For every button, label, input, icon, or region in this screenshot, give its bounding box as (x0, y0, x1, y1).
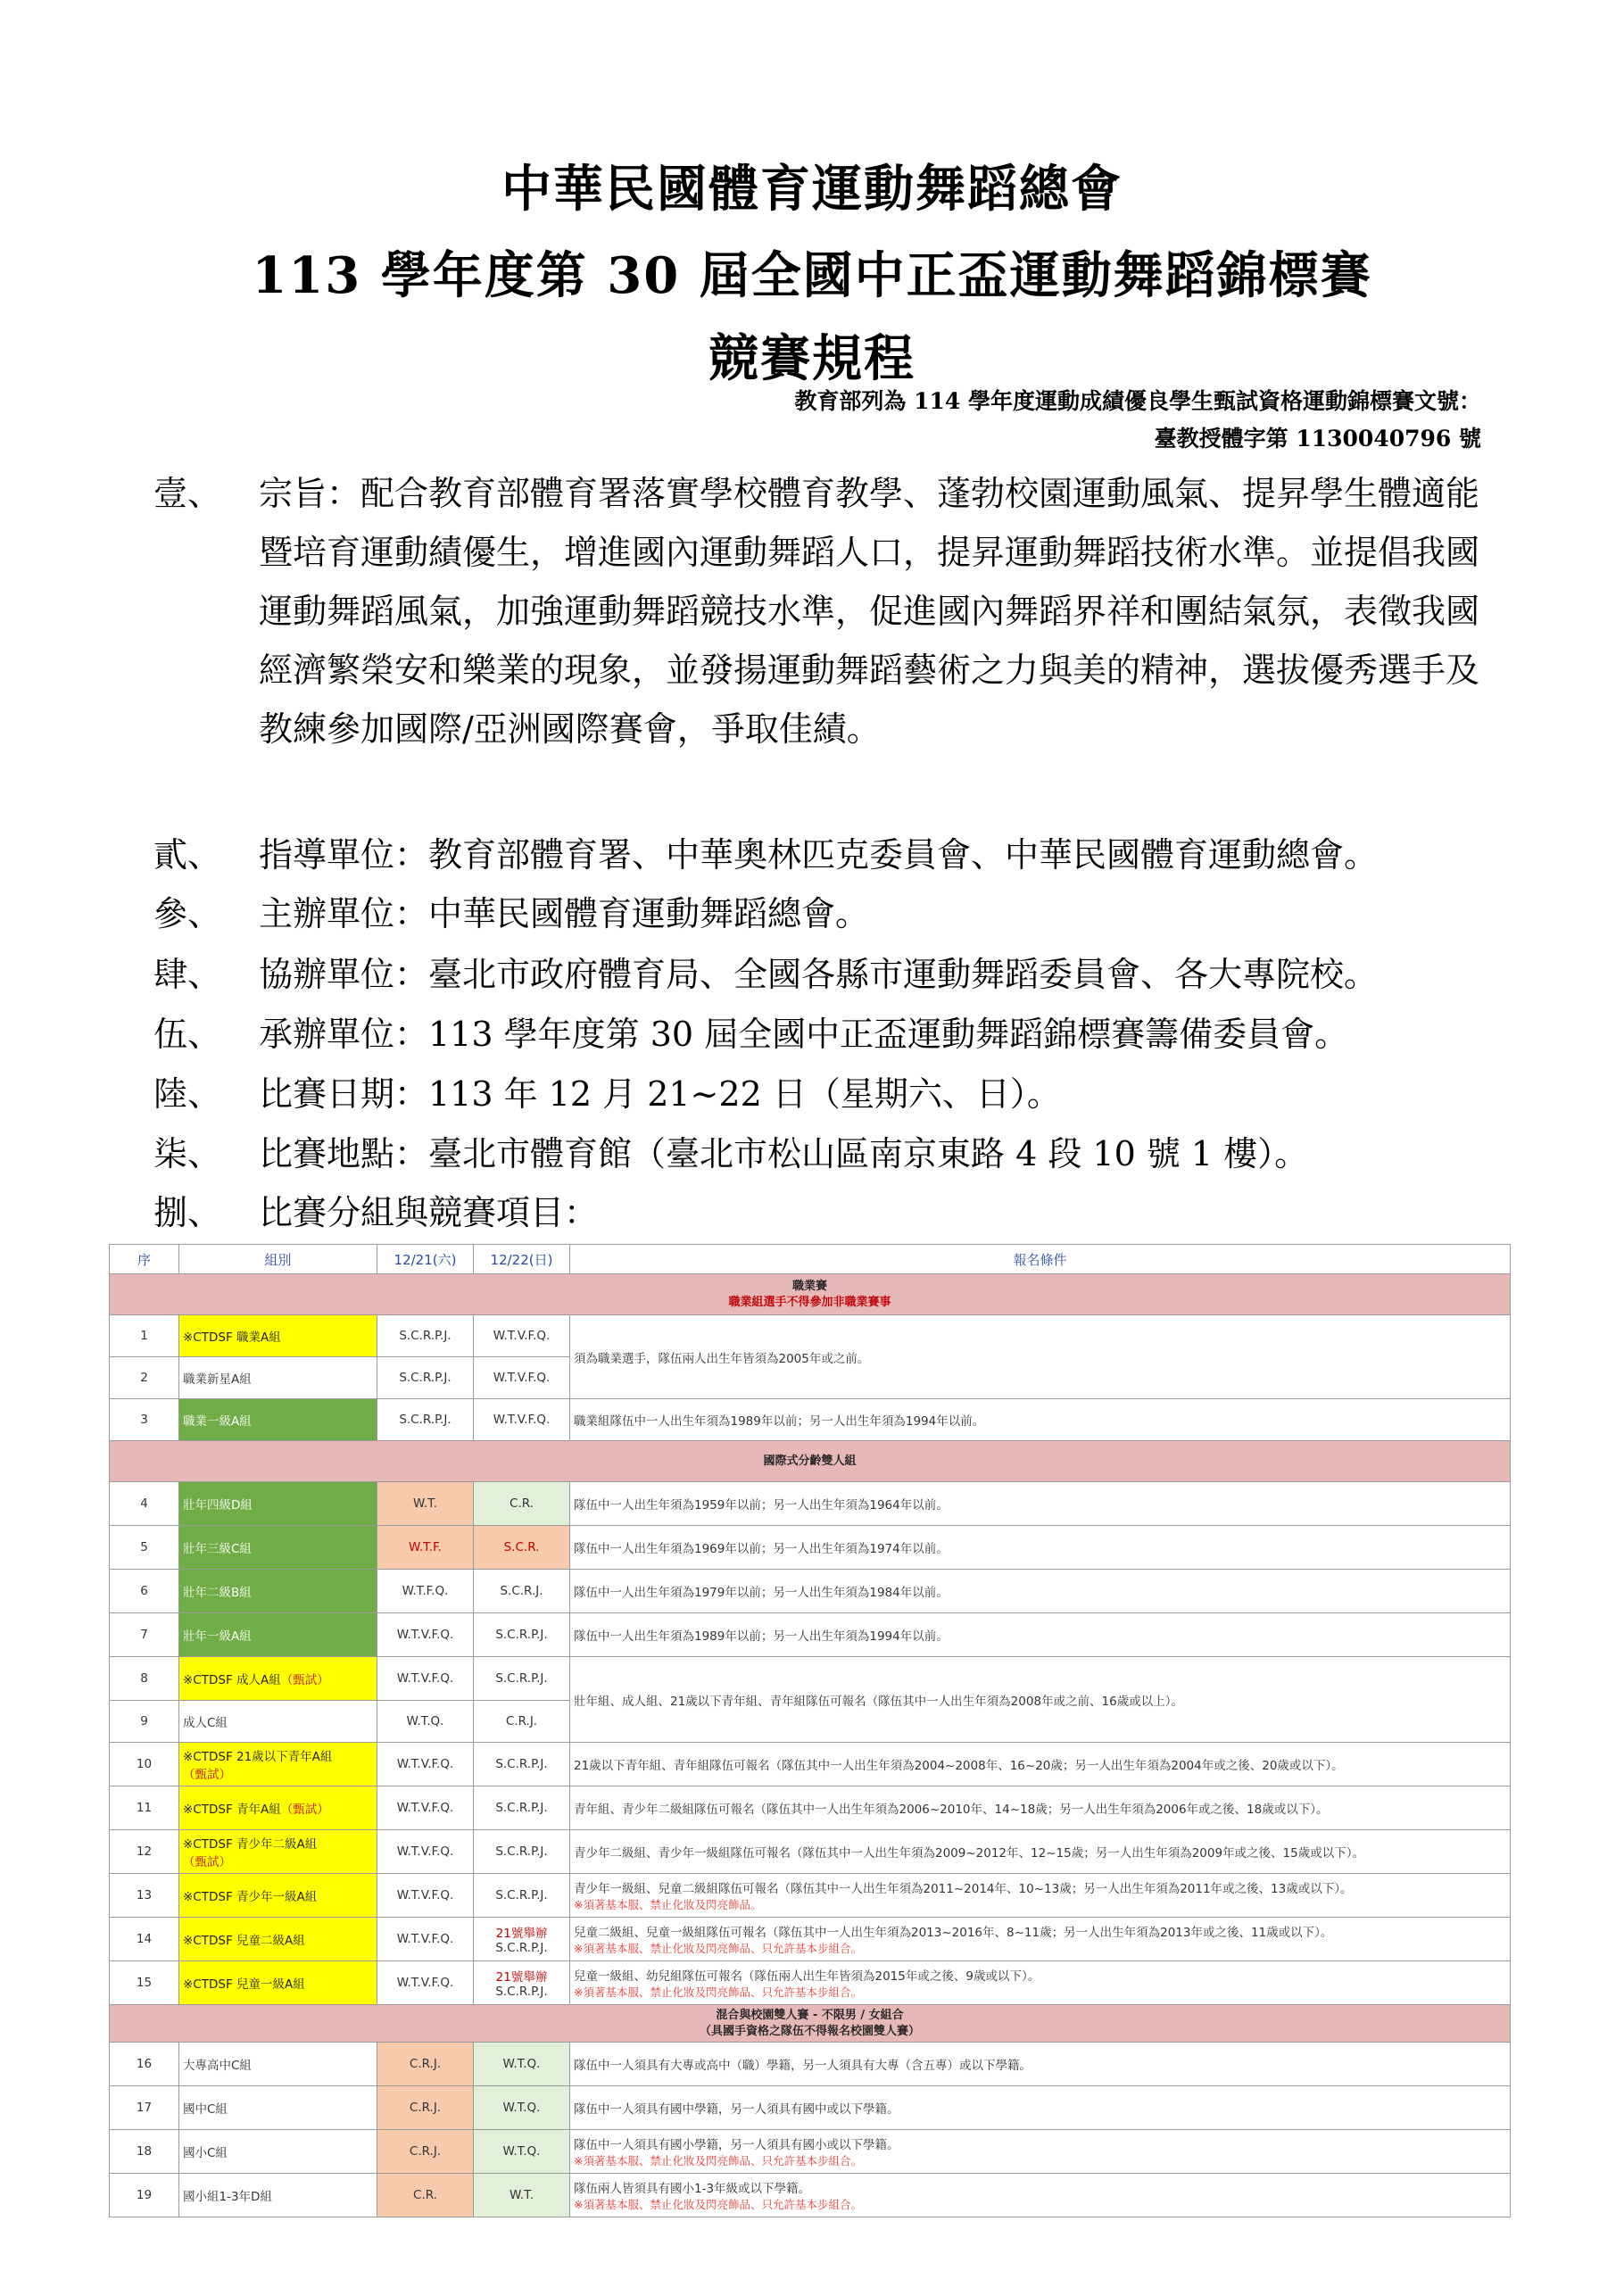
section-venue (153, 1124, 1483, 1183)
row-day2: W.T. (474, 2174, 570, 2217)
row-group-tag: （甄試） (183, 1855, 231, 1869)
row-group: ※CTDSF 兒童一級A組 (179, 1961, 377, 2005)
section-text: 承辦單位：113 學年度第 30 屆全國中正盃運動舞蹈錦標賽籌備委員會。 (259, 1015, 1349, 1054)
table-row (110, 1830, 1511, 1874)
row-day2: S.C.R.P.J. (474, 1874, 570, 1918)
header-day1: 12/21(六) (377, 1245, 474, 1274)
row-group: ※CTDSF 職業A組 (179, 1315, 377, 1357)
section-number: 捌、 (153, 1193, 222, 1232)
row-day2 (474, 1961, 570, 2005)
row-condition-text: 兒童二級組、兒童一級組隊伍可報名（隊伍其中一人出生年須為2013~2016年、8~11歲；另一人出生年須為2013年或之後、11歲或以下）。 (574, 1926, 1333, 1940)
row-condition (570, 1961, 1511, 2005)
row-day1: W.T.V.F.Q. (377, 1961, 474, 2005)
section-text: 主辦單位：中華民國體育運動舞蹈總會。 (259, 894, 870, 933)
row-group-tag: （甄試） (183, 1768, 231, 1782)
row-day1: W.T.V.F.Q. (377, 1786, 474, 1830)
table-row (110, 1399, 1511, 1441)
row-day2: W.T.V.F.Q. (474, 1357, 570, 1399)
row-day2-note: 21號舉辦 (495, 1970, 548, 1985)
section-header-age (110, 1441, 1511, 1482)
section-categories (153, 1183, 1483, 1242)
row-group-text: ※CTDSF 青少年二級A組 (183, 1837, 318, 1852)
row-day1: S.C.R.P.J. (377, 1399, 474, 1441)
row-condition (570, 1918, 1511, 1961)
section-title: 職業賽 (791, 1279, 827, 1293)
section-date (153, 1065, 1483, 1123)
row-group-text: ※CTDSF 青年A組 (183, 1803, 281, 1817)
row-day1: S.C.R.P.J. (377, 1357, 474, 1399)
row-day2: W.T.V.F.Q. (474, 1315, 570, 1357)
row-group (179, 1786, 377, 1830)
row-day2: C.R. (474, 1482, 570, 1526)
row-day1: W.T.F.Q. (377, 1570, 474, 1613)
table-row (110, 1918, 1511, 1961)
table-row (110, 1482, 1511, 1526)
row-no: 19 (110, 2174, 179, 2217)
row-condition (570, 2174, 1511, 2217)
row-day2: S.C.R.P.J. (474, 1786, 570, 1830)
row-day1: W.T.V.F.Q. (377, 1613, 474, 1657)
section-organizer (153, 884, 1483, 943)
row-group: 壯年一級A組 (179, 1613, 377, 1657)
row-day2-note: 21號舉辦 (495, 1927, 548, 1941)
row-condition (570, 2130, 1511, 2174)
row-group: 國中C組 (179, 2086, 377, 2130)
row-day1: S.C.R.P.J. (377, 1315, 474, 1357)
row-note: ※須著基本服、禁止化妝及閃亮飾品、只允許基本步組合。 (574, 1985, 862, 1999)
row-note: ※須著基本服、禁止化妝及閃亮飾品。 (574, 1898, 762, 1911)
section-executor (153, 1005, 1483, 1064)
table-row (110, 1786, 1511, 1830)
section-title: 國際式分齡雙人組 (763, 1454, 857, 1468)
row-condition: 21歲以下青年組、青年組隊伍可報名（隊伍其中一人出生年須為2004~2008年、16~20歲；另一人出生年須為2004年或之後、20歲或以下）。 (570, 1743, 1511, 1786)
table-row (110, 1657, 1511, 1701)
section-header-professional (110, 1274, 1511, 1315)
row-group: ※CTDSF 兒童二級A組 (179, 1918, 377, 1961)
row-day2: C.R.J. (474, 1701, 570, 1743)
row-group-tag: （甄試） (280, 1803, 329, 1817)
row-day1: C.R.J. (377, 2086, 474, 2130)
row-no: 10 (110, 1743, 179, 1786)
row-no: 1 (110, 1315, 179, 1357)
row-no: 12 (110, 1830, 179, 1874)
row-no: 16 (110, 2043, 179, 2086)
row-day1: W.T.Q. (377, 1701, 474, 1743)
row-day2: S.C.R. (474, 1526, 570, 1570)
section-title: 混合與校園雙人賽 - 不限男 / 女組合 (716, 2008, 904, 2022)
row-day2: S.C.R.J. (474, 1570, 570, 1613)
table-row (110, 1315, 1511, 1357)
table-row (110, 1570, 1511, 1613)
row-condition (570, 1874, 1511, 1918)
table-row (110, 1526, 1511, 1570)
row-group: 壯年三級C組 (179, 1526, 377, 1570)
row-no: 3 (110, 1399, 179, 1441)
table-row (110, 1874, 1511, 1918)
row-condition: 須為職業選手，隊伍兩人出生年皆須為2005年或之前。 (570, 1315, 1511, 1399)
row-no: 2 (110, 1357, 179, 1399)
section-number: 伍、 (153, 1015, 222, 1054)
section-text: 比賽分組與競賽項目： (259, 1193, 599, 1232)
row-day1: W.T.V.F.Q. (377, 1830, 474, 1874)
row-no: 18 (110, 2130, 179, 2174)
row-day1: C.R. (377, 2174, 474, 2217)
table-row (110, 2174, 1511, 2217)
row-day1: C.R.J. (377, 2043, 474, 2086)
row-condition-text: 兒童一級組、幼兒組隊伍可報名（隊伍兩人出生年皆須為2015年或之後、9歲或以下）。 (574, 1969, 1040, 1984)
table-row (110, 1961, 1511, 2005)
row-group (179, 1743, 377, 1786)
section-text: 宗旨：配合教育部體育署落實學校體育教學、蓬勃校園運動風氣、提昇學生體適能暨培育運動績優生，增進國內運動舞蹈人口，提昇運動舞蹈技術水準。並提倡我國運動舞蹈風氣，加強運動舞蹈競技水準，促進國內舞蹈界祥和團結氣氛，表徵我國經濟繁榮安和樂業的現象，並發揚運動舞蹈藝術之力與美的精神，選拔優秀選手及教練參加國際/亞洲國際賽會，爭取佳績。 (259, 474, 1480, 749)
row-no: 13 (110, 1874, 179, 1918)
row-no: 8 (110, 1657, 179, 1701)
header-no: 序 (110, 1245, 179, 1274)
row-condition: 壯年組、成人組、21歲以下青年組、青年組隊伍可報名（隊伍其中一人出生年須為2008年或之前、16歲或以上）。 (570, 1657, 1511, 1743)
row-group-text: ※CTDSF 21歲以下青年A組 (183, 1750, 333, 1764)
header-day2: 12/22(日) (474, 1245, 570, 1274)
section-text: 比賽地點：臺北市體育館（臺北市松山區南京東路 4 段 10 號 1 樓）。 (259, 1134, 1309, 1173)
row-day2 (474, 1918, 570, 1961)
row-condition-text: 隊伍兩人皆須具有國小1-3年級或以下學籍。 (574, 2182, 811, 2196)
row-day1: C.R.J. (377, 2130, 474, 2174)
row-note: ※須著基本服、禁止化妝及閃亮飾品、只允許基本步組合。 (574, 2198, 862, 2211)
row-condition-text: 青少年一級組、兒童二級組隊伍可報名（隊伍其中一人出生年須為2011~2014年、10~13歲；另一人出生年須為2011年或之後、13歲或以下）。 (574, 1882, 1353, 1896)
row-group: 壯年二級B組 (179, 1570, 377, 1613)
row-day1: W.T. (377, 1482, 474, 1526)
section-co-organizer (153, 945, 1483, 1004)
title-line-1: 中華民國體育運動舞蹈總會 (501, 160, 1123, 219)
row-condition: 隊伍中一人出生年須為1979年以前；另一人出生年須為1984年以前。 (570, 1570, 1511, 1613)
table-row (110, 1743, 1511, 1786)
row-no: 15 (110, 1961, 179, 2005)
row-note: ※須著基本服、禁止化妝及閃亮飾品、只允許基本步組合。 (574, 1942, 862, 1955)
row-condition: 隊伍中一人出生年須為1989年以前；另一人出生年須為1994年以前。 (570, 1613, 1511, 1657)
row-day2: W.T.Q. (474, 2130, 570, 2174)
row-group: 大專高中C組 (179, 2043, 377, 2086)
row-group (179, 1830, 377, 1874)
row-day2: S.C.R.P.J. (474, 1743, 570, 1786)
row-group: 壯年四級D組 (179, 1482, 377, 1526)
section-number: 壹、 (153, 474, 222, 513)
row-group: 國小C組 (179, 2130, 377, 2174)
row-day1: W.T.V.F.Q. (377, 1874, 474, 1918)
row-day1: W.T.V.F.Q. (377, 1657, 474, 1701)
row-day1: W.T.V.F.Q. (377, 1743, 474, 1786)
competition-table (109, 1244, 1511, 2217)
document-number-line-2: 臺教授體字第 1130040796 號 (1154, 426, 1481, 452)
row-no: 14 (110, 1918, 179, 1961)
row-day2-text: S.C.R.P.J. (495, 1941, 548, 1955)
row-day2-text: S.C.R.P.J. (495, 1985, 548, 1999)
section-number: 陸、 (153, 1074, 222, 1114)
row-no: 4 (110, 1482, 179, 1526)
row-day2: S.C.R.P.J. (474, 1830, 570, 1874)
row-condition: 隊伍中一人須具有大專或高中（職）學籍，另一人須具有大專（含五專）或以下學籍。 (570, 2043, 1511, 2086)
row-group: ※CTDSF 青少年一級A組 (179, 1874, 377, 1918)
section-text: 比賽日期：113 年 12 月 21~22 日（星期六、日）。 (259, 1074, 1061, 1114)
row-condition: 隊伍中一人須具有國中學籍，另一人須具有國中或以下學籍。 (570, 2086, 1511, 2130)
row-day2: S.C.R.P.J. (474, 1613, 570, 1657)
row-no: 9 (110, 1701, 179, 1743)
row-no: 11 (110, 1786, 179, 1830)
row-no: 17 (110, 2086, 179, 2130)
row-group: 職業新星A組 (179, 1357, 377, 1399)
row-day2: W.T.Q. (474, 2043, 570, 2086)
row-note: ※須著基本服、禁止化妝及閃亮飾品、只允許基本步組合。 (574, 2154, 862, 2168)
table-header (110, 1245, 1511, 1274)
row-condition: 隊伍中一人出生年須為1969年以前；另一人出生年須為1974年以前。 (570, 1526, 1511, 1570)
row-day2: S.C.R.P.J. (474, 1657, 570, 1701)
section-number: 肆、 (153, 955, 222, 994)
row-condition: 青年組、青少年二級組隊伍可報名（隊伍其中一人出生年須為2006~2010年、14~18歲；另一人出生年須為2006年或之後、18歲或以下）。 (570, 1786, 1511, 1830)
section-text: 協辦單位：臺北市政府體育局、全國各縣市運動舞蹈委員會、各大專院校。 (259, 955, 1379, 994)
table-row (110, 1613, 1511, 1657)
section-purpose (153, 464, 1483, 758)
row-group: 職業一級A組 (179, 1399, 377, 1441)
section-subtitle: 職業組選手不得參加非職業賽事 (728, 1295, 891, 1309)
table-row (110, 2086, 1511, 2130)
table-row (110, 2130, 1511, 2174)
title-line-2: 113 學年度第 30 屆全國中正盃運動舞蹈錦標賽 (252, 246, 1372, 305)
section-header-mixed (110, 2005, 1511, 2043)
row-condition: 青少年二級組、青少年一級組隊伍可報名（隊伍其中一人出生年須為2009~2012年、12~15歲；另一人出生年須為2009年或之後、15歲或以下）。 (570, 1830, 1511, 1874)
row-no: 5 (110, 1526, 179, 1570)
section-number: 參、 (153, 894, 222, 933)
section-supervisor (153, 825, 1483, 884)
row-day1: W.T.F. (377, 1526, 474, 1570)
row-group (179, 1657, 377, 1701)
row-group-tag: （甄試） (280, 1673, 329, 1687)
row-condition-text: 隊伍中一人須具有國小學籍，另一人須具有國小或以下學籍。 (574, 2138, 899, 2152)
row-group: 成人C組 (179, 1701, 377, 1743)
row-day2: W.T.V.F.Q. (474, 1399, 570, 1441)
section-text: 指導單位：教育部體育署、中華奧林匹克委員會、中華民國體育運動總會。 (259, 835, 1379, 874)
table-row (110, 2043, 1511, 2086)
row-condition: 隊伍中一人出生年須為1959年以前；另一人出生年須為1964年以前。 (570, 1482, 1511, 1526)
document-number-line-1: 教育部列為 114 學年度運動成績優良學生甄試資格運動錦標賽文號： (794, 388, 1481, 414)
title-line-3: 競賽規程 (708, 329, 916, 388)
row-condition: 職業組隊伍中一人出生年須為1989年以前；另一人出生年須為1994年以前。 (570, 1399, 1511, 1441)
row-no: 7 (110, 1613, 179, 1657)
header-condition: 報名條件 (570, 1245, 1511, 1274)
row-no: 6 (110, 1570, 179, 1613)
row-group: 國小組1-3年D組 (179, 2174, 377, 2217)
section-number: 貳、 (153, 835, 222, 874)
row-day2: W.T.Q. (474, 2086, 570, 2130)
section-subtitle: （具國手資格之隊伍不得報名校園雙人賽） (699, 2024, 920, 2038)
header-group: 組別 (179, 1245, 377, 1274)
row-group-text: ※CTDSF 成人A組 (183, 1673, 281, 1687)
row-day1: W.T.V.F.Q. (377, 1918, 474, 1961)
section-number: 柒、 (153, 1134, 222, 1173)
